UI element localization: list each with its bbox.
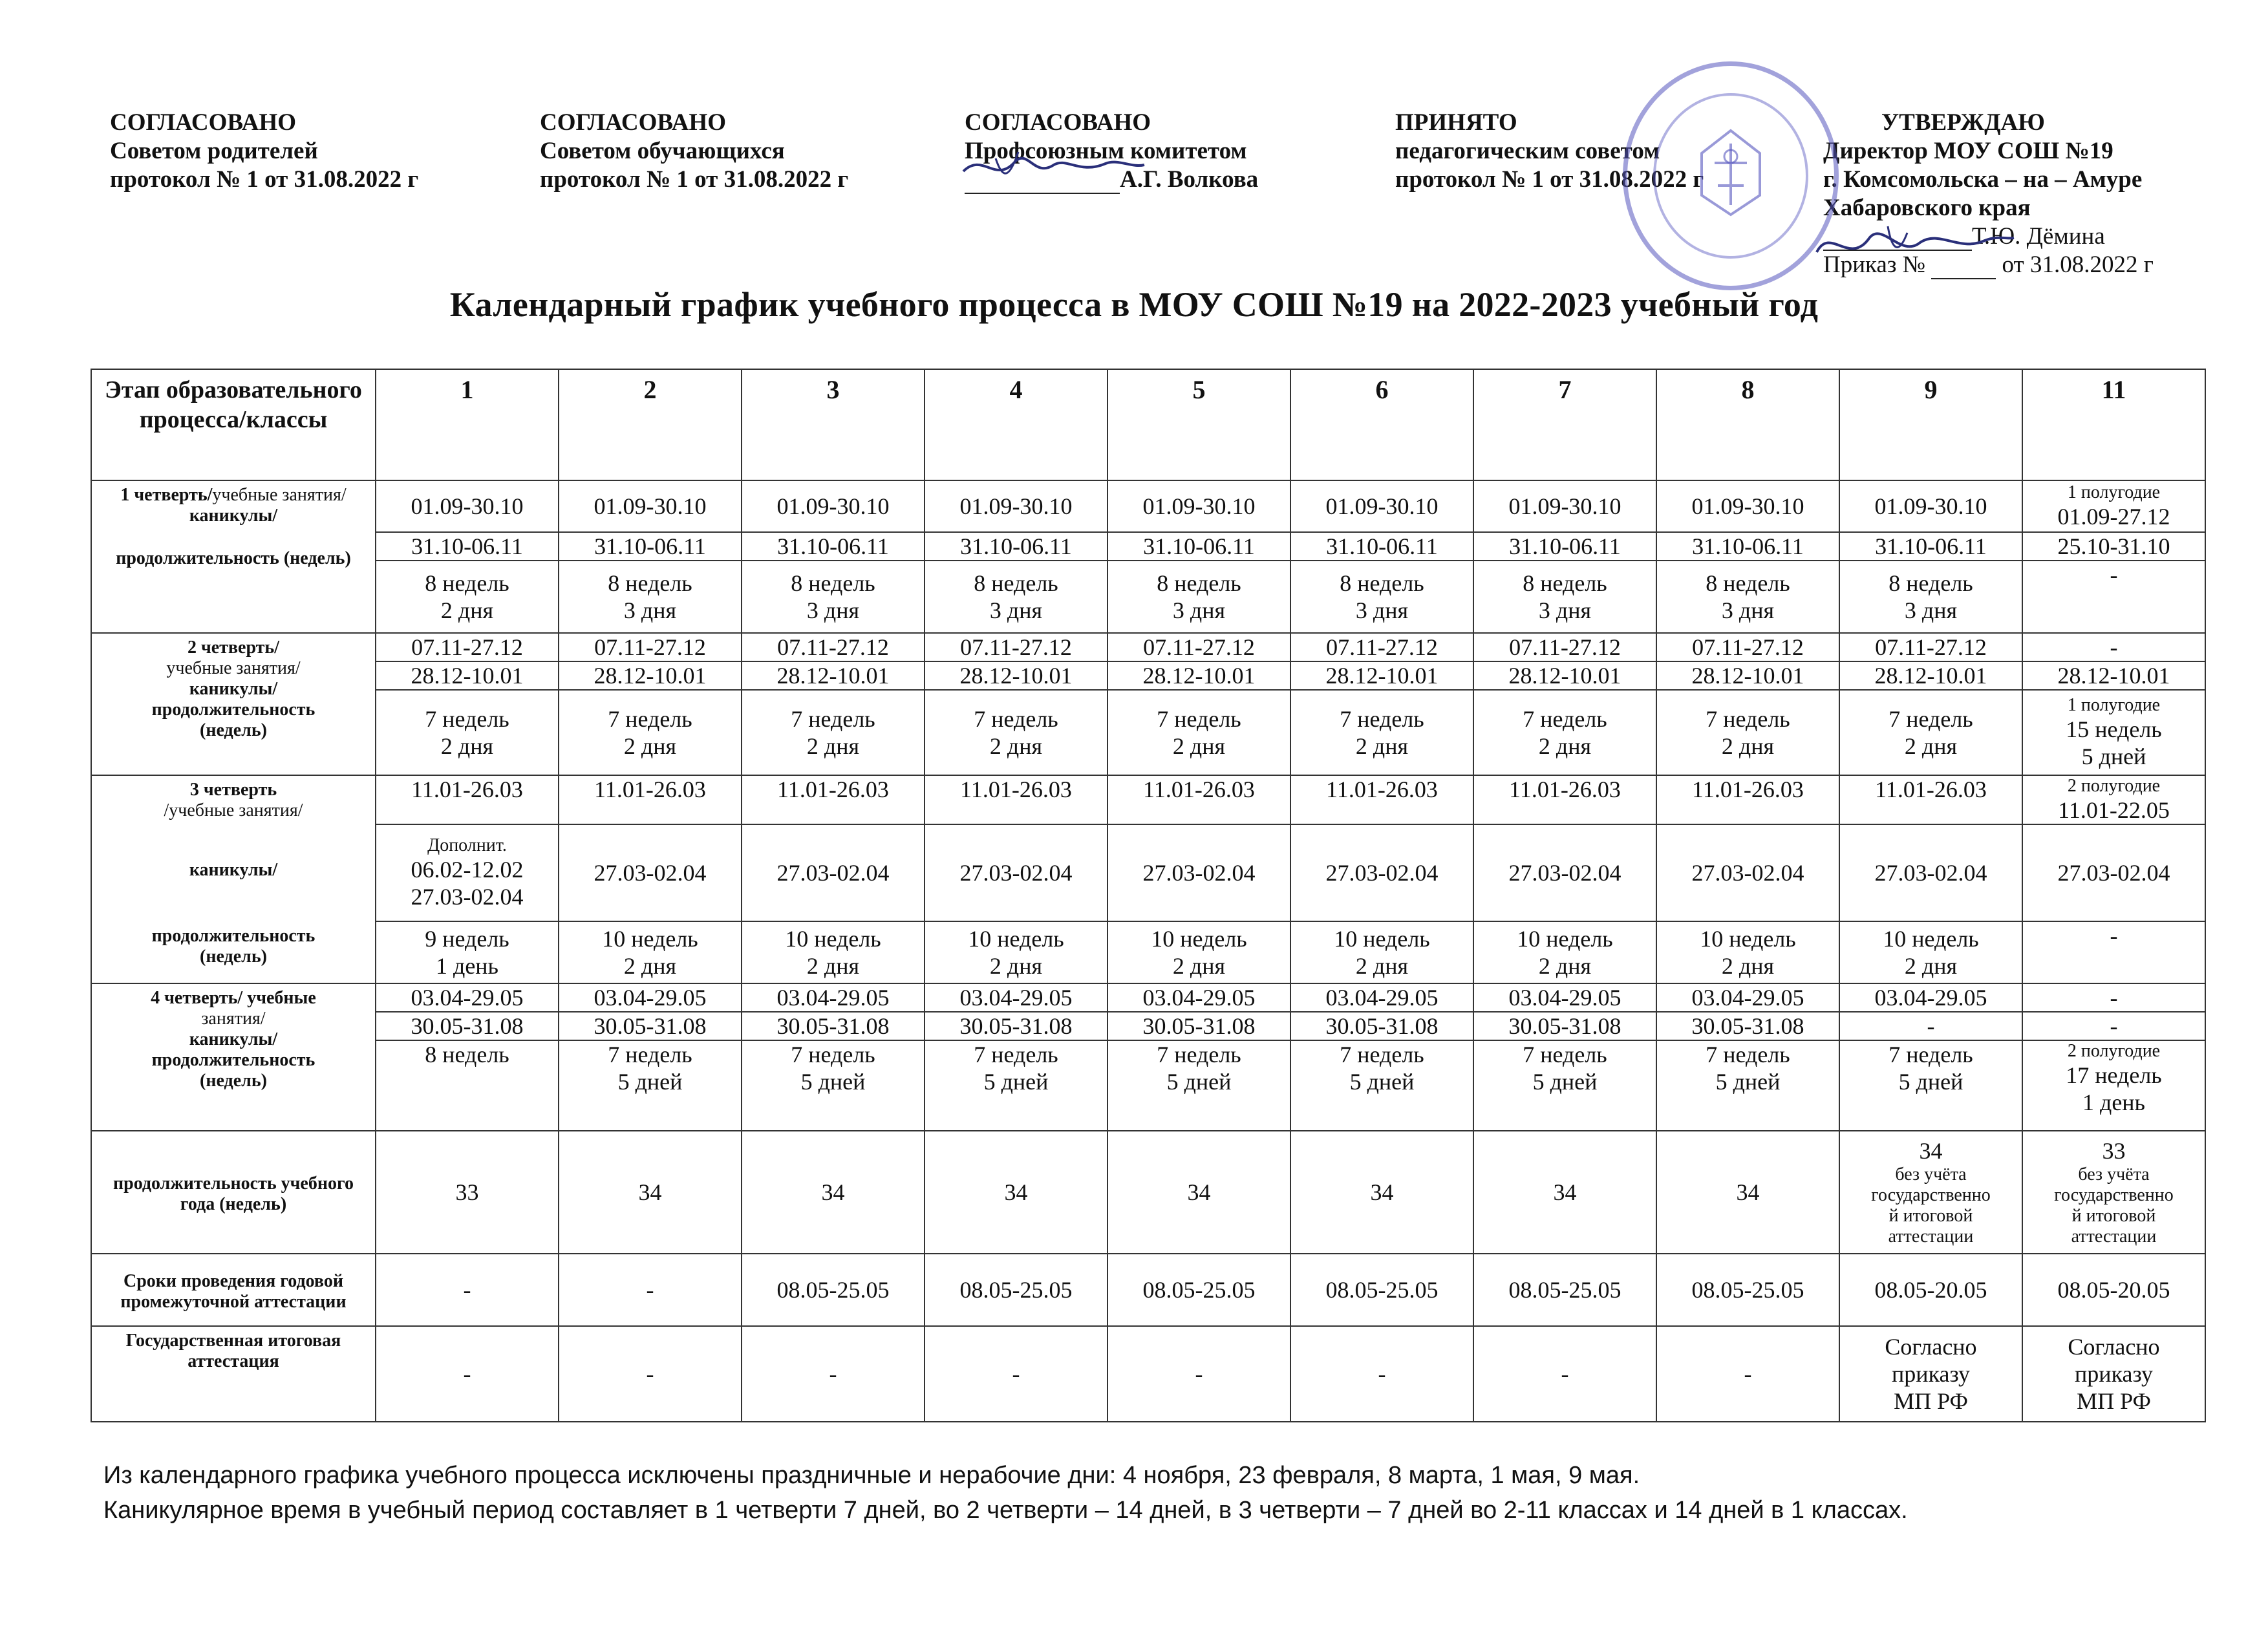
schedule-table	[91, 369, 2206, 1422]
table-cell: 11.01-26.03	[1107, 775, 1290, 824]
table-row	[91, 532, 2205, 561]
table-cell: 31.10-06.11	[1839, 532, 2022, 561]
cell-value: 01.09-27.12	[2057, 504, 2170, 530]
table-cell: 25.10-31.10	[2022, 532, 2205, 561]
approval-line: А.Г. Волкова	[1120, 166, 1259, 193]
table-cell: 10 недель 2 дня	[1656, 921, 1839, 983]
header-stage: Этап образовательного процесса/классы	[91, 369, 376, 480]
table-cell: 28.12-10.01	[2022, 661, 2205, 690]
table-cell: 07.11-27.12	[559, 633, 742, 661]
table-cell: -	[376, 1254, 559, 1326]
stage-label-q3	[91, 775, 376, 983]
table-cell: 1 полугодие 15 недель 5 дней	[2022, 690, 2205, 775]
header-class: 8	[1656, 369, 1839, 480]
table-cell: 01.09-30.10	[1473, 480, 1656, 532]
table-cell: 7 недель 5 дней	[1290, 1040, 1473, 1131]
table-cell: 10 недель 2 дня	[559, 921, 742, 983]
table-row	[91, 1131, 2205, 1254]
table-cell: 7 недель 2 дня	[925, 690, 1107, 775]
table-cell: 30.05-31.08	[1656, 1012, 1839, 1040]
table-cell: 34	[925, 1131, 1107, 1254]
order-date: от 31.08.2022 г	[2002, 252, 2154, 278]
table-cell: 27.03-02.04	[1290, 824, 1473, 921]
order-label: Приказ №	[1823, 252, 1926, 278]
table-cell: 28.12-10.01	[1839, 661, 2022, 690]
stage-text: продолжительность	[151, 1050, 316, 1070]
table-cell: 31.10-06.11	[1473, 532, 1656, 561]
table-cell: 31.10-06.11	[1656, 532, 1839, 561]
stage-text: учебные занятия/	[166, 658, 301, 678]
table-cell: -	[925, 1326, 1107, 1422]
table-cell: -	[742, 1326, 925, 1422]
stage-text: продолжительность (недель)	[116, 548, 351, 568]
table-cell: 01.09-30.10	[1290, 480, 1473, 532]
table-cell: 01.09-30.10	[925, 480, 1107, 532]
table-cell: 7 недель 2 дня	[1656, 690, 1839, 775]
table-cell: 01.09-30.10	[1839, 480, 2022, 532]
stage-label-interim: Сроки проведения годовой промежуточной аттестации	[91, 1254, 376, 1326]
table-cell: 34 без учёта государственно й итоговой аттестации	[1839, 1131, 2022, 1254]
table-row	[91, 1254, 2205, 1326]
table-cell: 7 недель 5 дней	[1473, 1040, 1656, 1131]
approval-students	[540, 109, 848, 194]
table-cell: 7 недель 2 дня	[1107, 690, 1290, 775]
stage-label-q1	[91, 480, 376, 633]
table-cell: 30.05-31.08	[559, 1012, 742, 1040]
table-cell: 03.04-29.05	[1473, 983, 1656, 1012]
approvals-header	[0, 0, 2268, 284]
stage-text: каникулы/	[189, 679, 278, 699]
table-row	[91, 1012, 2205, 1040]
table-cell: 28.12-10.01	[1290, 661, 1473, 690]
table-cell: 34	[742, 1131, 925, 1254]
table-cell: 10 недель 2 дня	[1107, 921, 1290, 983]
table-cell: -	[2022, 561, 2205, 633]
header-class: 7	[1473, 369, 1656, 480]
approval-line: Директор МОУ СОШ №19	[1823, 138, 2113, 164]
stage-text: (недель)	[200, 947, 267, 967]
table-cell: 7 недель 5 дней	[925, 1040, 1107, 1131]
table-cell: 01.09-30.10	[376, 480, 559, 532]
table-cell: -	[1290, 1326, 1473, 1422]
table-cell: 27.03-02.04	[1107, 824, 1290, 921]
table-cell: 8 недель 3 дня	[1473, 561, 1656, 633]
header-class: 9	[1839, 369, 2022, 480]
table-cell: 11.01-26.03	[559, 775, 742, 824]
header-class: 4	[925, 369, 1107, 480]
table-cell: 11.01-26.03	[376, 775, 559, 824]
table-cell: 30.05-31.08	[376, 1012, 559, 1040]
table-cell: 07.11-27.12	[925, 633, 1107, 661]
table-cell: 30.05-31.08	[1107, 1012, 1290, 1040]
approval-line: Советом родителей	[110, 138, 318, 164]
stage-text: /учебные занятия/	[164, 800, 303, 820]
table-cell: 31.10-06.11	[1290, 532, 1473, 561]
table-cell: 7 недель 5 дней	[1839, 1040, 2022, 1131]
footnotes	[103, 1458, 1908, 1528]
table-cell: 10 недель 2 дня	[1473, 921, 1656, 983]
table-cell: 7 недель 2 дня	[1290, 690, 1473, 775]
signature-blank	[965, 173, 1120, 194]
table-cell: 33 без учёта государственно й итоговой аттестации	[2022, 1131, 2205, 1254]
table-cell: 03.04-29.05	[1107, 983, 1290, 1012]
table-cell: 08.05-20.05	[2022, 1254, 2205, 1326]
approval-line: педагогическим советом	[1395, 138, 1660, 164]
table-cell: 7 недель 2 дня	[376, 690, 559, 775]
table-cell: 2 полугодие 17 недель 1 день	[2022, 1040, 2205, 1131]
table-cell: 08.05-25.05	[1473, 1254, 1656, 1326]
approval-pedcouncil	[1395, 109, 1704, 194]
table-row	[91, 983, 2205, 1012]
table-cell: -	[559, 1326, 742, 1422]
header-class: 1	[376, 369, 559, 480]
order-number-blank	[1931, 259, 1996, 279]
table-cell: 08.05-25.05	[742, 1254, 925, 1326]
table-cell: 31.10-06.11	[1107, 532, 1290, 561]
table-cell: 11.01-26.03	[1473, 775, 1656, 824]
table-cell: 27.03-02.04	[742, 824, 925, 921]
table-row	[91, 661, 2205, 690]
approval-signature-line	[1823, 222, 2154, 251]
table-row	[91, 921, 2205, 983]
table-cell: 7 недель 2 дня	[742, 690, 925, 775]
approval-head: СОГЛАСОВАНО	[110, 109, 297, 136]
table-cell: 08.05-25.05	[925, 1254, 1107, 1326]
table-cell: 11.01-26.03	[925, 775, 1107, 824]
table-cell: 7 недель 5 дней	[1107, 1040, 1290, 1131]
approval-line: Профсоюзным комитетом	[965, 138, 1247, 164]
table-cell: 31.10-06.11	[742, 532, 925, 561]
table-cell: 03.04-29.05	[559, 983, 742, 1012]
table-cell: 07.11-27.12	[1473, 633, 1656, 661]
table-cell: 30.05-31.08	[1473, 1012, 1656, 1040]
approval-parents	[110, 109, 418, 194]
table-cell: 7 недель 2 дня	[559, 690, 742, 775]
table-header-row	[91, 369, 2205, 480]
table-cell: 07.11-27.12	[1107, 633, 1290, 661]
table-cell: 27.03-02.04	[1656, 824, 1839, 921]
table-cell: 7 недель 5 дней	[742, 1040, 925, 1131]
table-cell: 01.09-30.10	[559, 480, 742, 532]
table-row	[91, 1326, 2205, 1422]
table-cell: 8 недель 3 дня	[1290, 561, 1473, 633]
table-cell: 2 полугодие 11.01-22.05	[2022, 775, 2205, 824]
footnote-line: Каникулярное время в учебный период составляет в 1 четверти 7 дней, во 2 четверти – 14 дней, в 3 четверти – 7 дней во 2-11 классах и 14 дней в 1 классах.	[103, 1497, 1908, 1524]
table-row	[91, 480, 2205, 532]
header-class: 3	[742, 369, 925, 480]
table-cell: Дополнит. 06.02-12.02 27.03-02.04	[376, 824, 559, 921]
table-cell: 03.04-29.05	[742, 983, 925, 1012]
table-cell: 07.11-27.12	[376, 633, 559, 661]
table-cell: 08.05-25.05	[1656, 1254, 1839, 1326]
signature-blank	[1823, 230, 1972, 251]
table-cell: 10 недель 2 дня	[925, 921, 1107, 983]
table-cell: 8 недель 3 дня	[1107, 561, 1290, 633]
table-cell: 34	[1656, 1131, 1839, 1254]
table-cell: 27.03-02.04	[559, 824, 742, 921]
approval-order-line	[1823, 251, 2154, 279]
table-cell: 07.11-27.12	[1656, 633, 1839, 661]
table-cell: 08.05-20.05	[1839, 1254, 2022, 1326]
table-cell: 28.12-10.01	[925, 661, 1107, 690]
table-cell: 7 недель 2 дня	[1473, 690, 1656, 775]
table-cell: 30.05-31.08	[1290, 1012, 1473, 1040]
stage-label-year: продолжительность учебного года (недель)	[91, 1131, 376, 1254]
table-cell: 03.04-29.05	[1839, 983, 2022, 1012]
stage-text: (недель)	[200, 720, 267, 740]
table-cell: 07.11-27.12	[1839, 633, 2022, 661]
table-cell: 7 недель 2 дня	[1839, 690, 2022, 775]
stage-text: продолжительность	[151, 926, 316, 946]
table-cell: 01.09-30.10	[742, 480, 925, 532]
approval-head: УТВЕРЖДАЮ	[1881, 109, 2045, 136]
stage-label-state: Государственная итоговая аттестация	[91, 1326, 376, 1422]
table-cell: 27.03-02.04	[925, 824, 1107, 921]
approval-union	[965, 109, 1258, 194]
stage-text: каникулы/	[189, 1029, 278, 1049]
table-cell: 07.11-27.12	[742, 633, 925, 661]
header-class: 5	[1107, 369, 1290, 480]
table-row	[91, 633, 2205, 661]
table-cell: 9 недель 1 день	[376, 921, 559, 983]
table-cell: 10 недель 2 дня	[1290, 921, 1473, 983]
approval-signature-line	[965, 166, 1258, 194]
table-cell: -	[1839, 1012, 2022, 1040]
stage-label-q2	[91, 633, 376, 775]
approval-head: СОГЛАСОВАНО	[965, 109, 1151, 136]
approval-director	[1823, 109, 2154, 279]
table-cell: -	[1656, 1326, 1839, 1422]
table-cell: 8 недель 2 дня	[376, 561, 559, 633]
table-cell: 10 недель 2 дня	[742, 921, 925, 983]
stage-text: (недель)	[200, 1071, 267, 1091]
stage-label-q4	[91, 983, 376, 1131]
table-row	[91, 775, 2205, 824]
table-cell: 31.10-06.11	[376, 532, 559, 561]
stage-text: занятия/	[201, 1009, 266, 1029]
table-row	[91, 690, 2205, 775]
approval-line: протокол № 1 от 31.08.2022 г	[1395, 166, 1704, 193]
table-cell: -	[1107, 1326, 1290, 1422]
table-cell: -	[2022, 921, 2205, 983]
table-cell: 11.01-26.03	[1290, 775, 1473, 824]
table-cell: 30.05-31.08	[742, 1012, 925, 1040]
table-cell: 28.12-10.01	[1107, 661, 1290, 690]
table-cell: 27.03-02.04	[2022, 824, 2205, 921]
stage-text: продолжительность	[151, 700, 316, 720]
table-cell: 01.09-30.10	[1107, 480, 1290, 532]
table-cell: 27.03-02.04	[1839, 824, 2022, 921]
table-cell: 8 недель 3 дня	[559, 561, 742, 633]
table-cell: 08.05-25.05	[1107, 1254, 1290, 1326]
footnote-line: Из календарного графика учебного процесса исключены праздничные и нерабочие дни: 4 ноября, 23 февраля, 8 марта, 1 мая, 9 мая.	[103, 1462, 1640, 1489]
table-cell: 08.05-25.05	[1290, 1254, 1473, 1326]
table-row	[91, 1040, 2205, 1131]
table-cell: 31.10-06.11	[925, 532, 1107, 561]
table-cell: 34	[1290, 1131, 1473, 1254]
table-cell: 01.09-30.10	[1656, 480, 1839, 532]
table-cell: 11.01-26.03	[1656, 775, 1839, 824]
header-class: 2	[559, 369, 742, 480]
stage-text: каникулы/	[189, 506, 278, 526]
table-cell: 8 недель 3 дня	[1656, 561, 1839, 633]
approval-head: СОГЛАСОВАНО	[540, 109, 727, 136]
table-cell: 34	[1107, 1131, 1290, 1254]
table-cell	[2022, 480, 2205, 532]
stage-text: 3 четверть	[189, 780, 277, 800]
table-cell: 8 недель 3 дня	[742, 561, 925, 633]
cell-note: 1 полугодие	[2067, 482, 2161, 502]
table-cell: 33	[376, 1131, 559, 1254]
stage-text: 1 четверть/учебные занятия/	[120, 485, 347, 505]
stage-text: 2 четверть/	[187, 638, 280, 658]
table-cell: -	[2022, 983, 2205, 1012]
approval-line: г. Комсомольска – на – Амуре	[1823, 166, 2143, 193]
table-cell: 31.10-06.11	[559, 532, 742, 561]
page-title: Календарный график учебного процесса в МОУ СОШ №19 на 2022-2023 учебный год	[449, 285, 1819, 324]
table-cell: 03.04-29.05	[1656, 983, 1839, 1012]
approval-line: протокол № 1 от 31.08.2022 г	[110, 166, 419, 193]
table-cell: 7 недель 5 дней	[1656, 1040, 1839, 1131]
table-cell: -	[1473, 1326, 1656, 1422]
table-cell: 11.01-26.03	[1839, 775, 2022, 824]
table-cell: 7 недель 5 дней	[559, 1040, 742, 1131]
table-cell: 28.12-10.01	[742, 661, 925, 690]
table-cell: 10 недель 2 дня	[1839, 921, 2022, 983]
table-cell: -	[376, 1326, 559, 1422]
table-cell: Согласно приказу МП РФ	[1839, 1326, 2022, 1422]
stage-text: 4 четверть/ учебные	[151, 988, 316, 1008]
table-cell: 03.04-29.05	[1290, 983, 1473, 1012]
stage-text: каникулы/	[189, 860, 278, 880]
table-cell: 28.12-10.01	[1473, 661, 1656, 690]
table-cell: 8 недель 3 дня	[1839, 561, 2022, 633]
header-class: 11	[2022, 369, 2205, 480]
table-cell: 8 недель 3 дня	[925, 561, 1107, 633]
table-cell: 11.01-26.03	[742, 775, 925, 824]
header-class: 6	[1290, 369, 1473, 480]
table-row	[91, 824, 2205, 921]
table-cell: 03.04-29.05	[925, 983, 1107, 1012]
table-cell: 28.12-10.01	[559, 661, 742, 690]
table-cell: 27.03-02.04	[1473, 824, 1656, 921]
table-cell: -	[2022, 633, 2205, 661]
table-row	[91, 561, 2205, 633]
table-cell: -	[559, 1254, 742, 1326]
table-cell: 8 недель	[376, 1040, 559, 1131]
approval-line: протокол № 1 от 31.08.2022 г	[540, 166, 849, 193]
table-cell: Согласно приказу МП РФ	[2022, 1326, 2205, 1422]
table-cell: 34	[1473, 1131, 1656, 1254]
table-cell: 34	[559, 1131, 742, 1254]
table-cell: 30.05-31.08	[925, 1012, 1107, 1040]
approval-line: Советом обучающихся	[540, 138, 785, 164]
table-cell: 03.04-29.05	[376, 983, 559, 1012]
table-cell: 28.12-10.01	[376, 661, 559, 690]
table-cell: 28.12-10.01	[1656, 661, 1839, 690]
approval-line: Хабаровского края	[1823, 195, 2031, 221]
approval-head: ПРИНЯТО	[1395, 109, 1517, 136]
table-cell: 07.11-27.12	[1290, 633, 1473, 661]
table-cell: -	[2022, 1012, 2205, 1040]
director-name: Т.Ю. Дёмина	[1972, 223, 2105, 250]
